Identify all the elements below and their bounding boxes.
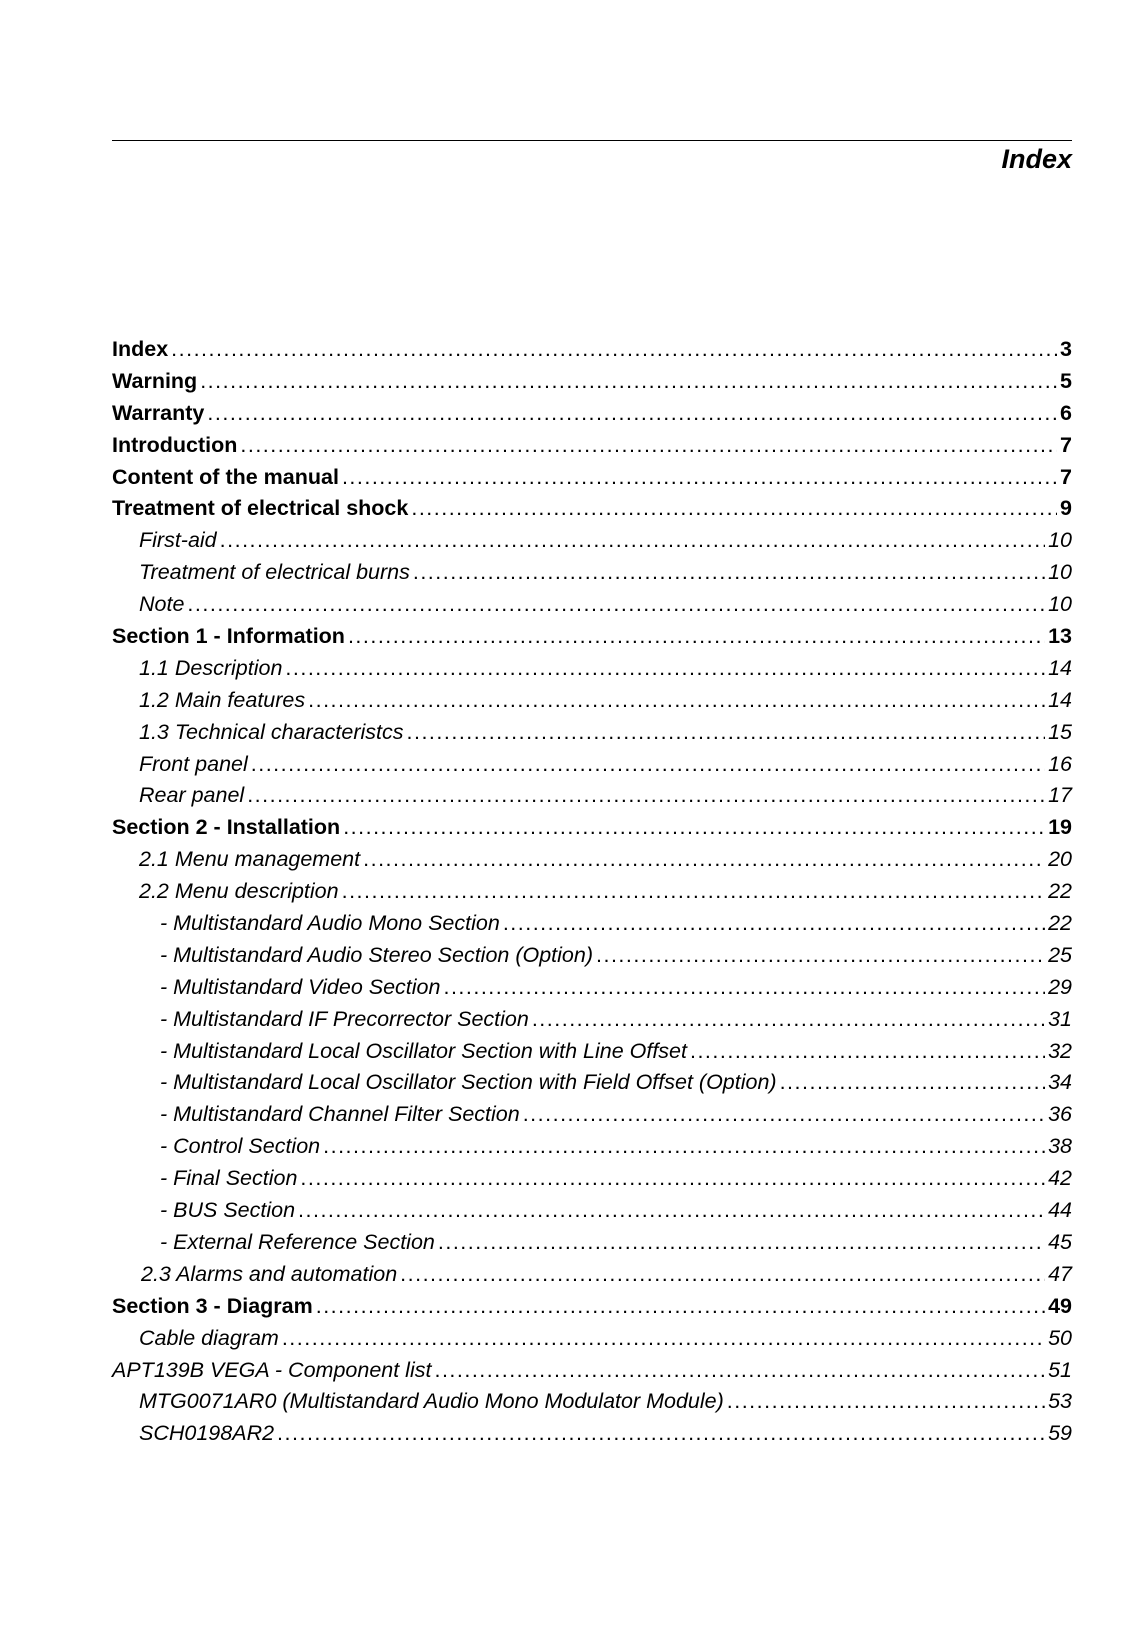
toc-entry-page-number: 19 bbox=[1048, 815, 1072, 840]
toc-entry[interactable] bbox=[112, 1131, 1072, 1163]
toc-dot-leader bbox=[780, 1067, 1046, 1099]
toc-dot-leader bbox=[220, 525, 1045, 557]
toc-entry-page-number: 25 bbox=[1048, 942, 1072, 967]
toc-entry-page-number: 14 bbox=[1048, 655, 1072, 680]
toc-dot-leader bbox=[407, 717, 1046, 749]
toc-entry[interactable] bbox=[112, 1163, 1072, 1195]
toc-dot-leader bbox=[348, 621, 1045, 653]
toc-dot-leader bbox=[200, 366, 1057, 398]
toc-entry-title: 2.1 Menu management bbox=[139, 847, 361, 872]
toc-entry-title: - Multistandard Local Oscillator Section with Field Offset (Option) bbox=[160, 1070, 777, 1095]
toc-entry-title: 2.3 Alarms and automation bbox=[141, 1261, 398, 1286]
toc-entry-page-number: 7 bbox=[1060, 464, 1072, 489]
toc-entry-title: First-aid bbox=[139, 528, 217, 553]
toc-entry-page-number: 36 bbox=[1048, 1102, 1072, 1127]
toc-dot-leader bbox=[503, 908, 1045, 940]
toc-dot-leader bbox=[438, 1227, 1045, 1259]
toc-entry-page-number: 59 bbox=[1048, 1421, 1072, 1446]
toc-entry-title: APT139B VEGA - Component list bbox=[112, 1357, 432, 1382]
toc-entry-title: Introduction bbox=[112, 432, 238, 457]
toc-entry[interactable] bbox=[112, 1067, 1072, 1099]
toc-entry-page-number: 10 bbox=[1048, 592, 1072, 617]
toc-entry-title: - Control Section bbox=[160, 1134, 321, 1159]
toc-entry[interactable] bbox=[112, 462, 1072, 494]
toc-entry-page-number: 15 bbox=[1048, 719, 1072, 744]
toc-entry-title: MTG0071AR0 (Multistandard Audio Mono Modulator Module) bbox=[139, 1389, 724, 1414]
toc-entry[interactable] bbox=[112, 525, 1072, 557]
toc-entry-page-number: 17 bbox=[1048, 783, 1072, 808]
toc-dot-leader bbox=[342, 876, 1045, 908]
toc-dot-leader bbox=[300, 1163, 1045, 1195]
toc-entry-title: - Multistandard Audio Stereo Section (Option) bbox=[160, 942, 594, 967]
toc-entry-page-number: 38 bbox=[1048, 1134, 1072, 1159]
toc-entry-page-number: 13 bbox=[1048, 624, 1072, 649]
toc-entry-page-number: 6 bbox=[1060, 400, 1072, 425]
toc-entry[interactable] bbox=[112, 876, 1072, 908]
toc-dot-leader bbox=[363, 844, 1045, 876]
toc-dot-leader bbox=[298, 1195, 1045, 1227]
toc-entry[interactable] bbox=[112, 908, 1072, 940]
toc-dot-leader bbox=[443, 972, 1045, 1004]
toc-entry-page-number: 47 bbox=[1048, 1261, 1072, 1286]
toc-entry-title: - Multistandard IF Precorrector Section bbox=[160, 1006, 529, 1031]
toc-dot-leader bbox=[413, 557, 1045, 589]
toc-entry[interactable] bbox=[112, 844, 1072, 876]
toc-entry[interactable] bbox=[112, 1323, 1072, 1355]
toc-entry-page-number: 10 bbox=[1048, 528, 1072, 553]
toc-entry[interactable] bbox=[112, 1036, 1072, 1068]
toc-entry-page-number: 22 bbox=[1048, 879, 1072, 904]
table-of-contents bbox=[112, 334, 1072, 1450]
toc-dot-leader bbox=[596, 940, 1045, 972]
toc-entry-title: - BUS Section bbox=[160, 1198, 296, 1223]
toc-entry-page-number: 50 bbox=[1048, 1325, 1072, 1350]
toc-entry[interactable] bbox=[112, 1355, 1072, 1387]
toc-entry[interactable] bbox=[112, 812, 1072, 844]
toc-entry[interactable] bbox=[112, 334, 1072, 366]
toc-entry-page-number: 7 bbox=[1060, 432, 1072, 457]
toc-entry-page-number: 22 bbox=[1048, 911, 1072, 936]
toc-dot-leader bbox=[690, 1036, 1045, 1068]
toc-dot-leader bbox=[171, 334, 1057, 366]
toc-dot-leader bbox=[343, 812, 1045, 844]
toc-entry-page-number: 3 bbox=[1060, 337, 1072, 361]
toc-entry-title: 2.2 Menu description bbox=[139, 879, 339, 904]
toc-entry-title: Cable diagram bbox=[139, 1325, 279, 1350]
toc-entry[interactable] bbox=[112, 589, 1072, 621]
toc-entry[interactable] bbox=[112, 1195, 1072, 1227]
toc-dot-leader bbox=[342, 462, 1057, 494]
toc-entry-title: 1.1 Description bbox=[139, 655, 283, 680]
toc-entry-page-number: 42 bbox=[1048, 1166, 1072, 1191]
toc-entry-page-number: 5 bbox=[1060, 368, 1072, 393]
toc-entry-title: - Multistandard Audio Mono Section bbox=[160, 911, 500, 936]
toc-entry-page-number: 20 bbox=[1048, 847, 1072, 872]
toc-entry[interactable] bbox=[112, 493, 1072, 525]
toc-entry-page-number: 53 bbox=[1048, 1389, 1072, 1414]
toc-entry-title: Rear panel bbox=[139, 783, 245, 808]
toc-entry-page-number: 44 bbox=[1048, 1198, 1072, 1223]
toc-entry[interactable] bbox=[112, 685, 1072, 717]
toc-entry-page-number: 29 bbox=[1048, 974, 1072, 999]
toc-dot-leader bbox=[434, 1355, 1045, 1387]
toc-dot-leader bbox=[532, 1004, 1045, 1036]
toc-entry[interactable] bbox=[112, 653, 1072, 685]
header-rule bbox=[112, 140, 1072, 141]
toc-entry-title: Section 1 - Information bbox=[112, 624, 345, 649]
toc-entry-title: Treatment of electrical shock bbox=[112, 496, 409, 521]
toc-dot-leader bbox=[316, 1291, 1045, 1323]
toc-entry[interactable] bbox=[112, 717, 1072, 749]
toc-entry[interactable] bbox=[112, 557, 1072, 589]
toc-dot-leader bbox=[251, 749, 1045, 781]
toc-entry-title: Section 2 - Installation bbox=[112, 815, 341, 840]
toc-entry-page-number: 49 bbox=[1048, 1293, 1072, 1318]
toc-entry[interactable] bbox=[112, 972, 1072, 1004]
toc-entry-title: Front panel bbox=[139, 751, 248, 776]
toc-entry-title: 1.2 Main features bbox=[139, 687, 306, 712]
toc-entry[interactable] bbox=[112, 1291, 1072, 1323]
toc-entry[interactable] bbox=[112, 780, 1072, 812]
toc-entry-title: Index bbox=[112, 337, 169, 361]
toc-entry[interactable] bbox=[112, 749, 1072, 781]
toc-entry[interactable] bbox=[112, 1418, 1072, 1450]
toc-dot-leader bbox=[400, 1259, 1045, 1291]
toc-entry-page-number: 14 bbox=[1048, 687, 1072, 712]
toc-entry-title: SCH0198AR2 bbox=[139, 1421, 275, 1446]
toc-entry-title: - External Reference Section bbox=[160, 1229, 435, 1254]
toc-entry-title: Section 3 - Diagram bbox=[112, 1293, 313, 1318]
toc-entry[interactable] bbox=[112, 621, 1072, 653]
toc-entry-title: - Multistandard Channel Filter Section bbox=[160, 1102, 520, 1127]
toc-entry-title: Warning bbox=[112, 368, 198, 393]
toc-entry-page-number: 32 bbox=[1048, 1038, 1072, 1063]
toc-dot-leader bbox=[277, 1418, 1045, 1450]
toc-dot-leader bbox=[282, 1323, 1045, 1355]
toc-dot-leader bbox=[285, 653, 1045, 685]
toc-dot-leader bbox=[411, 493, 1057, 525]
toc-entry-title: 1.3 Technical characteristcs bbox=[139, 719, 404, 744]
toc-entry[interactable] bbox=[112, 366, 1072, 398]
toc-dot-leader bbox=[247, 780, 1045, 812]
toc-entry[interactable] bbox=[112, 1227, 1072, 1259]
toc-entry[interactable] bbox=[112, 398, 1072, 430]
toc-entry-title: Note bbox=[139, 592, 185, 617]
toc-dot-leader bbox=[308, 685, 1045, 717]
toc-dot-leader bbox=[187, 589, 1045, 621]
toc-entry[interactable] bbox=[112, 1259, 1072, 1291]
toc-entry-page-number: 31 bbox=[1048, 1006, 1072, 1031]
toc-dot-leader bbox=[727, 1386, 1045, 1418]
toc-dot-leader bbox=[523, 1099, 1045, 1131]
toc-dot-leader bbox=[207, 398, 1057, 430]
toc-entry-title: - Multistandard Local Oscillator Section with Line Offset bbox=[160, 1038, 687, 1063]
page-title: Index bbox=[1001, 144, 1072, 174]
toc-entry[interactable] bbox=[112, 430, 1072, 462]
toc-entry[interactable] bbox=[112, 1004, 1072, 1036]
toc-dot-leader bbox=[323, 1131, 1045, 1163]
toc-entry-page-number: 16 bbox=[1048, 751, 1072, 776]
toc-entry[interactable] bbox=[112, 940, 1072, 972]
toc-entry-page-number: 51 bbox=[1048, 1357, 1072, 1382]
toc-dot-leader bbox=[240, 430, 1057, 462]
toc-entry-page-number: 34 bbox=[1048, 1070, 1072, 1095]
toc-entry-title: - Multistandard Video Section bbox=[160, 974, 441, 999]
toc-entry-page-number: 45 bbox=[1048, 1229, 1072, 1254]
toc-entry-page-number: 10 bbox=[1048, 560, 1072, 585]
toc-entry-title: Treatment of electrical burns bbox=[139, 560, 410, 585]
toc-entry-title: Content of the manual bbox=[112, 464, 339, 489]
toc-entry-title: - Final Section bbox=[160, 1166, 298, 1191]
toc-entry-page-number: 9 bbox=[1060, 496, 1072, 521]
toc-entry-title: Warranty bbox=[112, 400, 205, 425]
toc-entry[interactable] bbox=[112, 1386, 1072, 1418]
toc-entry[interactable] bbox=[112, 1099, 1072, 1131]
